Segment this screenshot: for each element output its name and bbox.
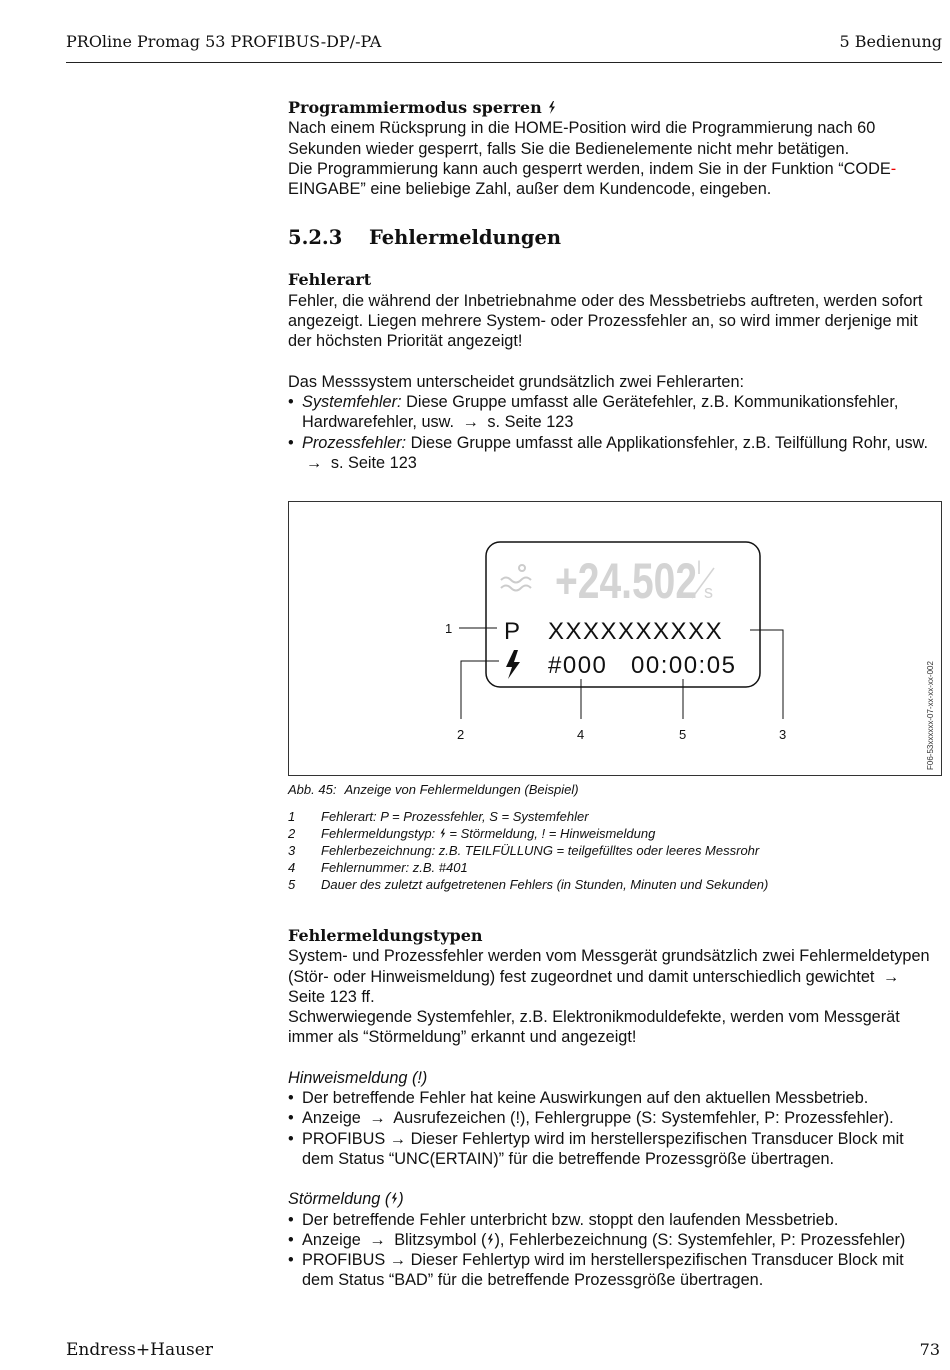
legend-item: 2 Fehlermeldungstyp: = Störmeldung, ! = Hinweismeldung [288, 826, 656, 841]
callout-2: 2 [457, 727, 465, 742]
types-section [288, 926, 938, 1291]
stoer-title: Störmeldung ( ) [288, 1190, 404, 1209]
arrow-right-icon: → [306, 453, 323, 472]
list-item: • Anzeige → Blitzsymbol ( ), Fehlerbezeichnung (S: Systemfehler, P: Prozessfehler) [288, 1230, 938, 1250]
display-diagram [289, 502, 941, 775]
display-unit-top: l [697, 558, 701, 578]
arrow-right-icon: → [369, 1230, 386, 1249]
display-error-type: P [504, 618, 521, 645]
figure-display-example [288, 501, 942, 776]
header-chapter: 5 Bedienung [839, 32, 942, 51]
types-paragraph-1: System- und Prozessfehler werden vom Messgerät grundsätzlich zwei Fehlermeldetypen (Stör- oder Hinweismeldung) fest zugeordnet und damit unterschiedlich gewichtet → Seite 123 ff. [288, 947, 930, 1006]
callout-3: 3 [779, 727, 787, 742]
arrow-right-icon: → [462, 413, 479, 432]
callout-5: 5 [679, 727, 687, 742]
display-value: +24.502 [555, 552, 698, 610]
fehlerart-paragraph-1: Fehler, die während der Inbetriebnahme oder des Messbetriebs auftreten, werden sofort angezeigt. Liegen mehrere System- oder Prozessfehler an, so wird immer derjenige mit der höchsten Priorität angezeigt! [288, 291, 923, 351]
lock-paragraph-1: Nach einem Rücksprung in die HOME-Position wird die Programmierung nach 60 Sekunden wieder gesperrt, falls Sie die Bedienelemente nicht mehr betätigen. [288, 119, 876, 158]
main-content [288, 98, 938, 473]
list-item: • Anzeige → Ausrufezeichen (!), Fehlergruppe (S: Systemfehler, P: Prozessfehler). [288, 1108, 938, 1128]
list-item: • Der betreffende Fehler unterbricht bzw. stoppt den laufenden Messbetrieb. [288, 1210, 938, 1230]
lightning-icon [547, 101, 556, 114]
legend-item: 3 Fehlerbezeichnung: z.B. TEILFÜLLUNG = teilgefülltes oder leeres Messrohr [288, 843, 760, 858]
lock-paragraph-2: Die Programmierung kann auch gesperrt werden, indem Sie in der Funktion “CODE- EINGABE” eine beliebige Zahl, außer dem Kundencode, eingeben. [288, 159, 897, 199]
types-paragraph-2: Schwerwiegende Systemfehler, z.B. Elektronikmoduldefekte, werden vom Messgerät immer als “Störmeldung” erkannt und angezeigt! [288, 1008, 900, 1047]
section-title: Fehlermeldungen [369, 226, 562, 250]
display-error-number: #000 [548, 652, 608, 679]
arrow-right-icon: → [882, 967, 900, 986]
list-item: • Prozessfehler: Diese Gruppe umfasst alle Applikationsfehler, z.B. Teilfüllung Rohr, usw. → s. Seite 123 [288, 433, 938, 474]
hinweis-list [288, 1088, 938, 1169]
legend-item: 4 Fehlernummer: z.B. #401 [288, 860, 468, 875]
fehlerart-title: Fehlerart [288, 270, 372, 290]
lightning-icon [439, 828, 446, 839]
section-number: 5.2.3 [288, 226, 343, 250]
section-heading [288, 226, 938, 250]
lock-title: Programmiermodus sperren [288, 98, 938, 118]
footer-brand: Endress+Hauser [66, 1340, 213, 1360]
display-error-name: XXXXXXXXXX [548, 618, 724, 645]
arrow-right-icon: → [369, 1109, 386, 1128]
stoer-list [288, 1210, 938, 1291]
display-error-duration: 00:00:05 [631, 652, 737, 679]
figure-legend [288, 808, 768, 893]
list-item: • PROFIBUS → Dieser Fehlertyp wird im herstellerspezifischen Transducer Block mit dem Status “BAD” für die betreffende Prozessgröße übertragen. [288, 1250, 938, 1291]
flow-icon [501, 565, 531, 591]
list-item: • Der betreffende Fehler hat keine Auswirkungen auf den aktuellen Messbetrieb. [288, 1088, 938, 1108]
types-title: Fehlermeldungstypen [288, 926, 483, 945]
header-title: PROline Promag 53 PROFIBUS-DP/-PA [66, 32, 382, 51]
lightning-icon [506, 650, 520, 679]
arrow-right-icon: → [389, 1129, 407, 1148]
page-number: 73 [919, 1340, 940, 1359]
list-item: • PROFIBUS → Dieser Fehlertyp wird im herstellerspezifischen Transducer Block mit dem Status “UNC(ERTAIN)” für die betreffende Prozessgröße übertragen. [288, 1129, 938, 1170]
hinweis-title: Hinweismeldung (!) [288, 1068, 428, 1087]
figure-caption: Abb. 45: Anzeige von Fehlermeldungen (Beispiel) [288, 782, 579, 797]
fehlerart-paragraph-2: Das Messsystem unterscheidet grundsätzlich zwei Fehlerarten: [288, 372, 745, 391]
list-item: • Systemfehler: Diese Gruppe umfasst alle Gerätefehler, z.B. Kommunikationsfehler, Hardwarefehler, usw. → s. Seite 123 [288, 392, 938, 433]
legend-item: 1 Fehlerart: P = Prozessfehler, S = Systemfehler [288, 809, 589, 824]
legend-item: 5 Dauer des zuletzt aufgetretenen Fehlers (in Stunden, Minuten und Sekunden) [288, 877, 769, 892]
figure-code: F06-53xxxxxx-07-xx-xx-xx-002 [926, 661, 935, 770]
display-unit-bottom: s [704, 582, 713, 602]
fehlerart-list [288, 392, 938, 473]
callout-1: 1 [445, 621, 453, 636]
arrow-right-icon: → [389, 1251, 407, 1270]
callout-4: 4 [577, 727, 585, 742]
page-header [66, 32, 942, 63]
